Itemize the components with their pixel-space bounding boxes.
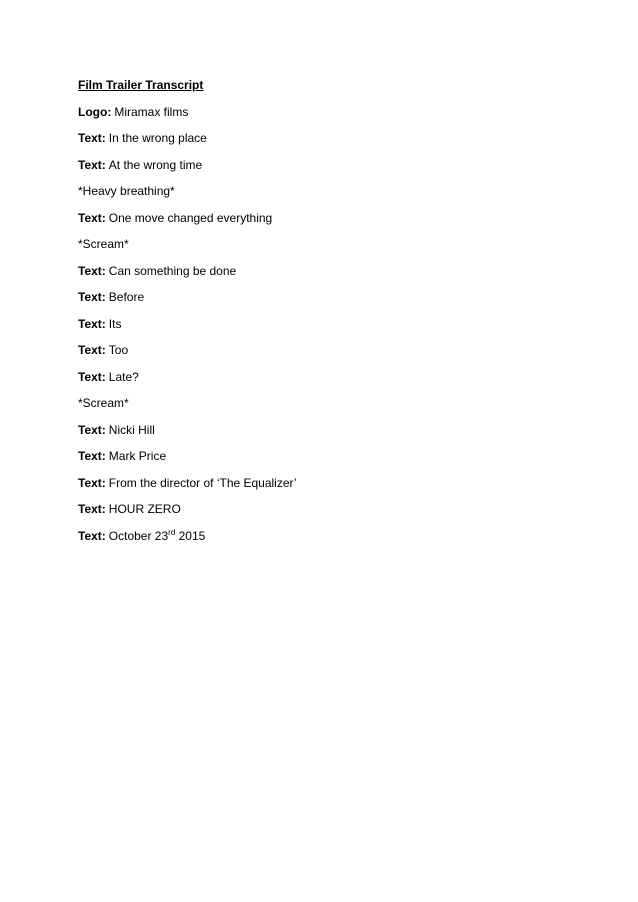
line-text: *Scream* [78,237,129,251]
document-title: Film Trailer Transcript [78,78,204,92]
line-text: One move changed everything [108,210,273,225]
line-text: HOUR ZERO [108,502,181,516]
transcript-line [78,131,558,145]
transcript-line [78,343,558,357]
line-text: From the director of ‘The Equalizer’ [108,475,297,490]
transcript-line [78,184,558,198]
ordinal-suffix: rd [168,527,176,537]
line-text: Late? [108,369,139,384]
transcript-line [78,529,558,543]
transcript-line [78,396,558,410]
transcript-line [78,423,558,437]
transcript-line [78,370,558,384]
line-text-after: 2015 [175,528,206,543]
line-text: October 23 [108,528,169,543]
line-label: Text: [78,157,106,172]
line-text: Its [108,316,122,331]
transcript-line [78,105,558,119]
line-label: Text: [78,422,106,437]
line-label: Text: [78,502,106,516]
line-label: Text: [78,343,106,357]
transcript-line [78,476,558,490]
line-label: Text: [78,449,106,463]
transcript-line [78,502,558,516]
transcript-line [78,317,558,331]
line-text: Before [108,290,145,304]
transcript-line [78,211,558,225]
line-text: *Scream* [78,396,129,410]
transcript-line [78,290,558,304]
line-label: Text: [78,369,106,384]
line-text: Mark Price [108,449,167,463]
line-text: At the wrong time [108,157,203,172]
line-label: Text: [78,263,106,278]
line-text: Too [108,343,129,357]
line-label: Text: [78,290,106,304]
line-text: In the wrong place [108,131,207,145]
document-content [78,78,558,555]
line-label: Text: [78,131,106,145]
line-text: *Heavy breathing* [78,184,175,198]
transcript-line [78,264,558,278]
transcript-line [78,158,558,172]
transcript-line [78,449,558,463]
line-label: Text: [78,316,106,331]
line-label: Text: [78,528,106,543]
line-label: Text: [78,475,106,490]
line-text: Miramax films [114,104,189,119]
transcript-line [78,237,558,251]
line-label: Logo: [78,104,112,119]
line-label: Text: [78,210,106,225]
line-text: Nicki Hill [108,422,155,437]
line-text: Can something be done [108,263,237,278]
